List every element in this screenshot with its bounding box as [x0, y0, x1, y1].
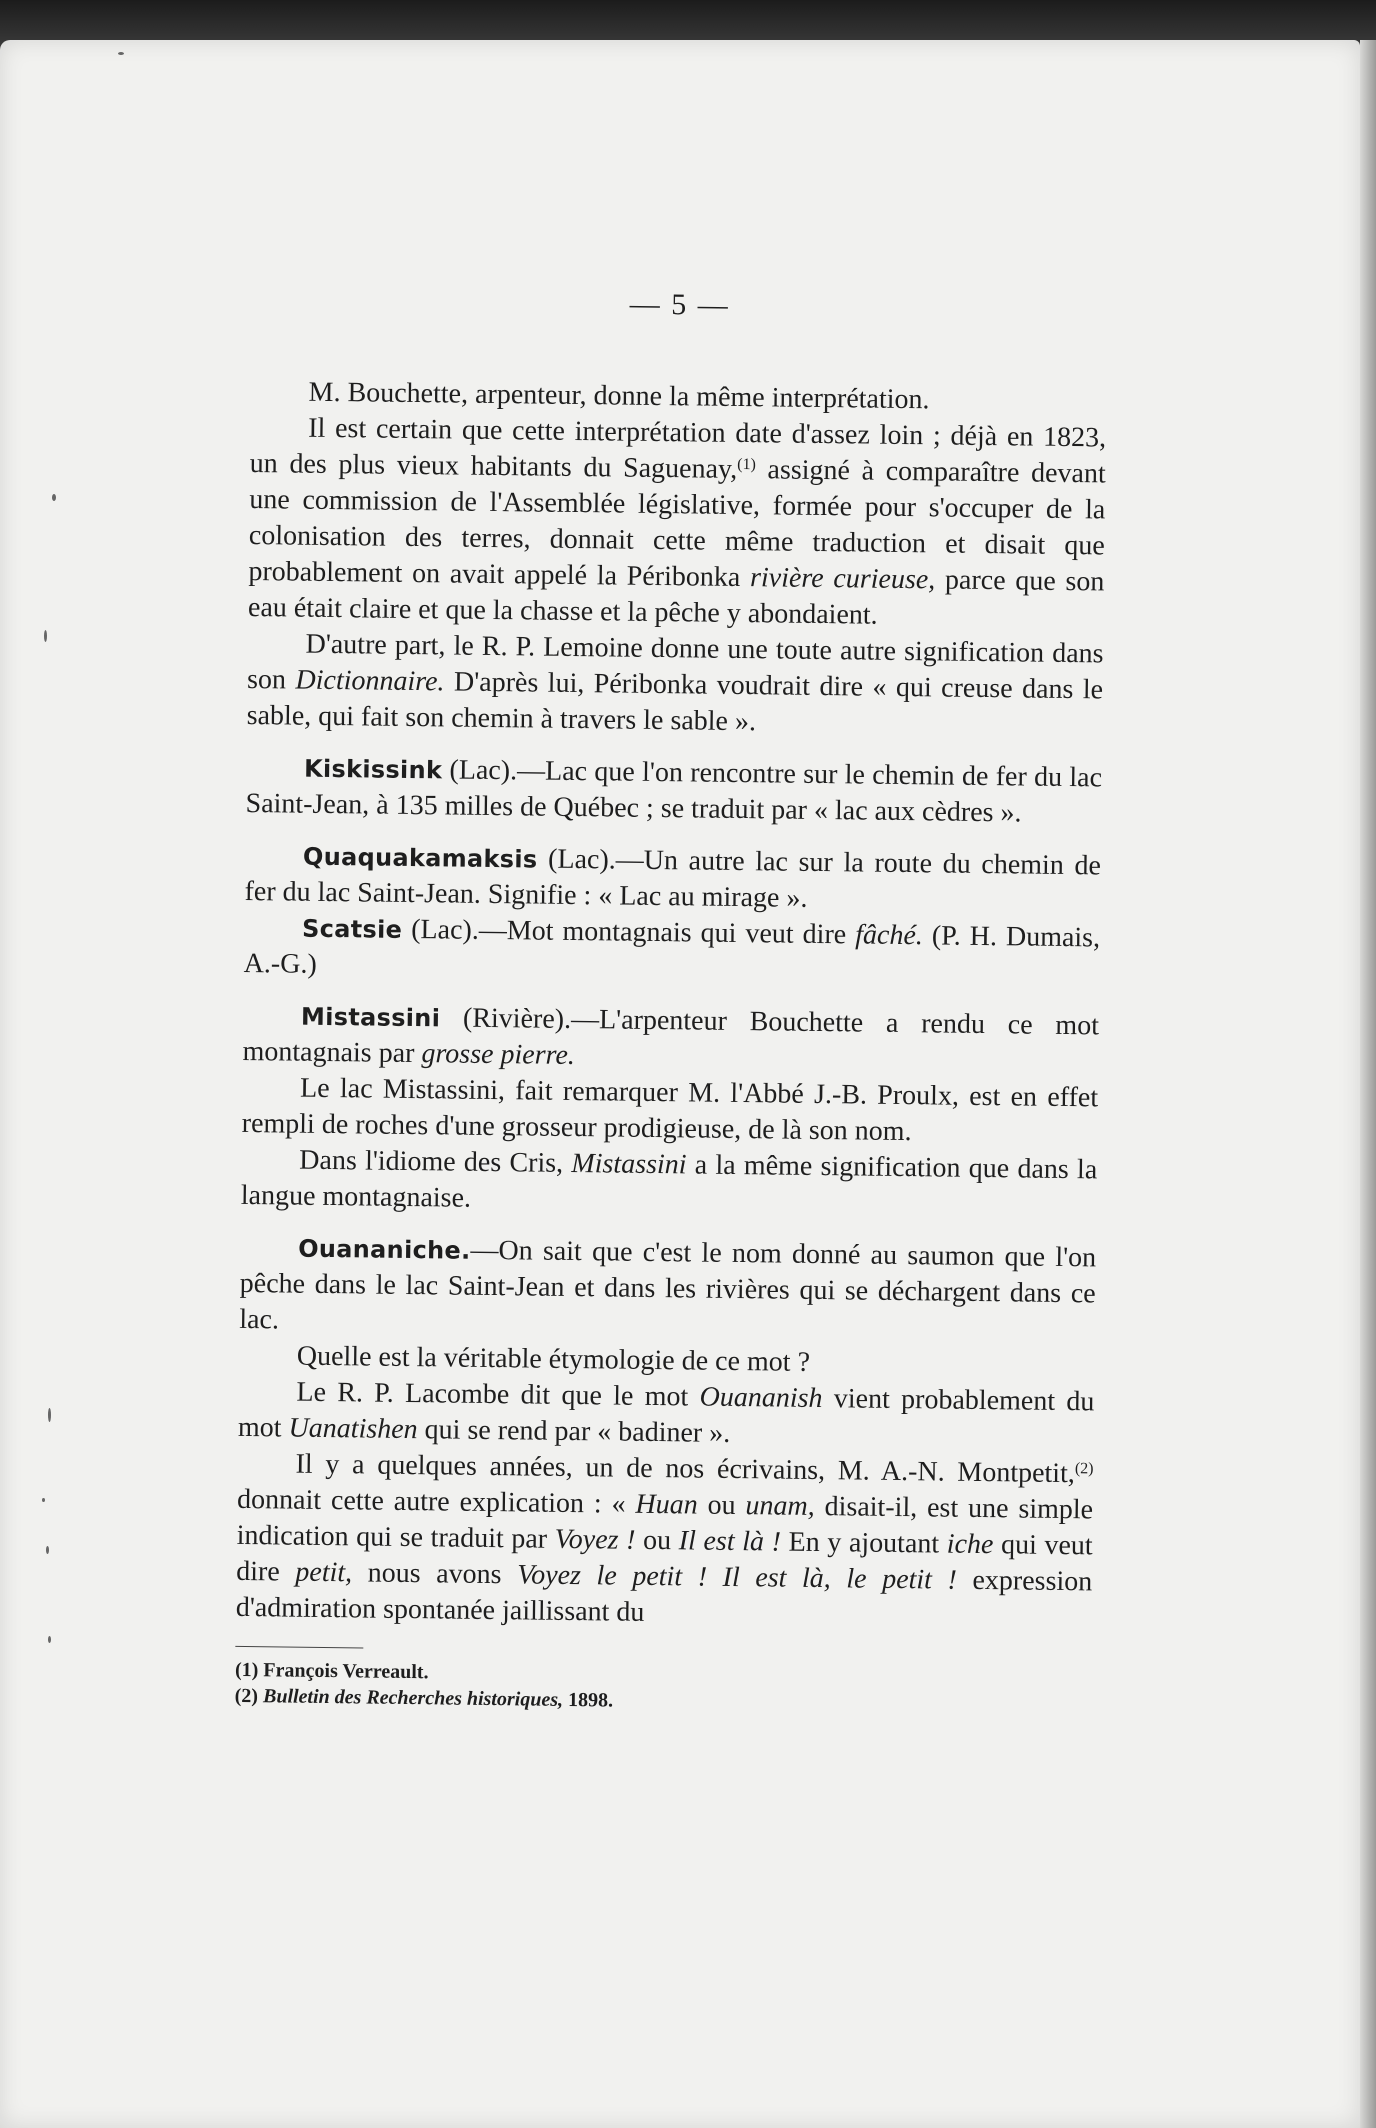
entry-kiskissink: [245, 750, 1102, 832]
paragraph-text: disait-il, est une simple indication qui se traduit par: [236, 1491, 1094, 1555]
entry-text: —On sait que c'est le nom donné au saumon que l'on pêche dans le lac Saint-Jean et dans les rivières qui se déchargent dans ce lac.: [239, 1234, 1097, 1336]
footnote-marker: (1): [234, 1658, 259, 1682]
page-right-edge: [1360, 40, 1376, 2128]
italic-term: grosse pierre.: [421, 1038, 576, 1072]
italic-term: Dictionnaire.: [295, 664, 445, 698]
paragraph-text: donnait cette autre explication : «: [236, 1483, 626, 1520]
paragraph-text: Le R. P. Lacombe dit que le mot: [296, 1376, 689, 1413]
paragraph-text: D'autre part, le R. P. Lemoine donne une toute autre signification dans son: [246, 628, 1104, 696]
paragraph-text: qui se rend par « badiner ».: [424, 1414, 731, 1449]
page-number: — 5 —: [629, 287, 730, 322]
entry-term: Ouananiche.: [298, 1234, 471, 1265]
italic-term: Uanatishen: [288, 1412, 418, 1446]
italic-term: iche: [946, 1528, 994, 1561]
footnote-ref-1: (1): [737, 455, 756, 474]
footnote-text: François Verreault.: [263, 1659, 429, 1684]
entry-text: (P. H. Dumais, A.-G.): [243, 920, 1101, 980]
paragraph-text: a la même signification que dans la langue montagnaise.: [240, 1149, 1098, 1214]
italic-term: Mistassini: [571, 1147, 687, 1181]
entry-text: (Lac).—Mot montagnais qui veut dire: [411, 913, 847, 951]
paragraph-cris: [241, 1142, 1098, 1224]
paragraph-text: En y ajoutant: [788, 1526, 940, 1560]
italic-term: Il est là !: [678, 1525, 782, 1558]
entry-term: Scatsie: [301, 914, 403, 944]
italic-term: Huan: [635, 1488, 698, 1521]
paragraph-text: Dans l'idiome des Cris,: [299, 1144, 564, 1179]
paragraph-text: nous avons: [367, 1557, 502, 1591]
footnote-ref-2: (2): [1074, 1460, 1094, 1478]
entry-text: (Lac).—Un autre lac sur la route du chemin de fer du lac Saint-Jean. Signifie : « Lac au mirage ».: [244, 843, 1102, 914]
entry-term: Quaquakamaksis: [302, 842, 538, 874]
paragraph-lac-mistassini: [241, 1070, 1098, 1152]
italic-term: petit,: [295, 1556, 353, 1589]
italic-term: unam,: [745, 1490, 815, 1522]
paragraph-lacombe: [238, 1374, 1095, 1456]
italic-term: Voyez !: [554, 1523, 636, 1556]
entry-quaquakamaksis: [244, 838, 1101, 920]
footnote-italic-title: Bulletin des Recherches historiques,: [262, 1685, 564, 1711]
entry-term: Kiskissink: [303, 754, 443, 785]
footnote-marker: (2): [234, 1684, 259, 1708]
italic-term: rivière curieuse,: [749, 562, 936, 596]
paragraph-text: qui veut dire: [236, 1529, 1093, 1588]
italic-term: Ouananish: [699, 1381, 823, 1415]
paragraph-text: parce que son eau était claire et que la chasse et la pêche y abondaient.: [247, 564, 1105, 631]
paragraph-text: D'après lui, Péribonka voudrait dire « qui creuse dans le sable, qui fait son chemin à travers le sable ».: [246, 666, 1104, 738]
paragraph-interpretation: [248, 410, 1107, 636]
page-text-block: [235, 282, 1108, 1719]
paragraph-text: Il est certain que cette interprétation date d'assez loin ; déjà en 1823, un des plus vieux habitants du Saguenay,: [249, 412, 1107, 485]
italic-term: Voyez le petit ! Il est là, le petit !: [516, 1559, 958, 1596]
paragraph-text: ou: [707, 1489, 736, 1521]
footnotes: [235, 1657, 1092, 1719]
paragraph-text: ou: [642, 1524, 672, 1557]
paragraph-text: Il y a quelques années, un de nos écrivains, M. A.-N. Montpetit,: [295, 1448, 1076, 1490]
paragraph-text: assigné à comparaître devant une commission de l'Assemblée législative, formée pour s'occuper de la colonisation des terres, donnait cette même traduction et disait que probablement on avait appelé la Péribonka: [248, 454, 1106, 593]
paragraph-lemoine: [246, 626, 1103, 744]
paragraph-text: M. Bouchette, arpenteur, donne la même interprétation.: [308, 376, 930, 416]
paragraph-montpetit: [236, 1446, 1094, 1636]
entry-text: (Lac).—Lac que l'on rencontre sur le chemin de fer du lac Saint-Jean, à 135 milles de Québec ; se traduit par « lac aux cèdres ».: [245, 754, 1103, 829]
footnote-rule: [235, 1646, 363, 1649]
paragraph-text: Le lac Mistassini, fait remarquer M. l'Abbé J.-B. Proulx, est en effet rempli de roches d'une grosseur prodigieuse, de là son nom.: [241, 1072, 1099, 1148]
entry-scatsie: [243, 910, 1100, 992]
paragraph-text: vient probablement du mot: [237, 1383, 1095, 1444]
paragraph-text: Quelle est la véritable étymologie de ce mot ?: [296, 1340, 811, 1378]
entry-term: Mistassini: [300, 1002, 441, 1033]
italic-term: fâché.: [855, 919, 924, 952]
entry-ouananiche: [239, 1230, 1096, 1348]
paragraph-text: expression d'admiration spontanée jaillissant du: [235, 1564, 1093, 1628]
entry-text: (Rivière).—L'arpenteur Bouchette a rendu ce mot montagnais par: [242, 1002, 1100, 1070]
footnote-year: 1898.: [567, 1688, 614, 1712]
entry-mistassini: [242, 998, 1099, 1080]
